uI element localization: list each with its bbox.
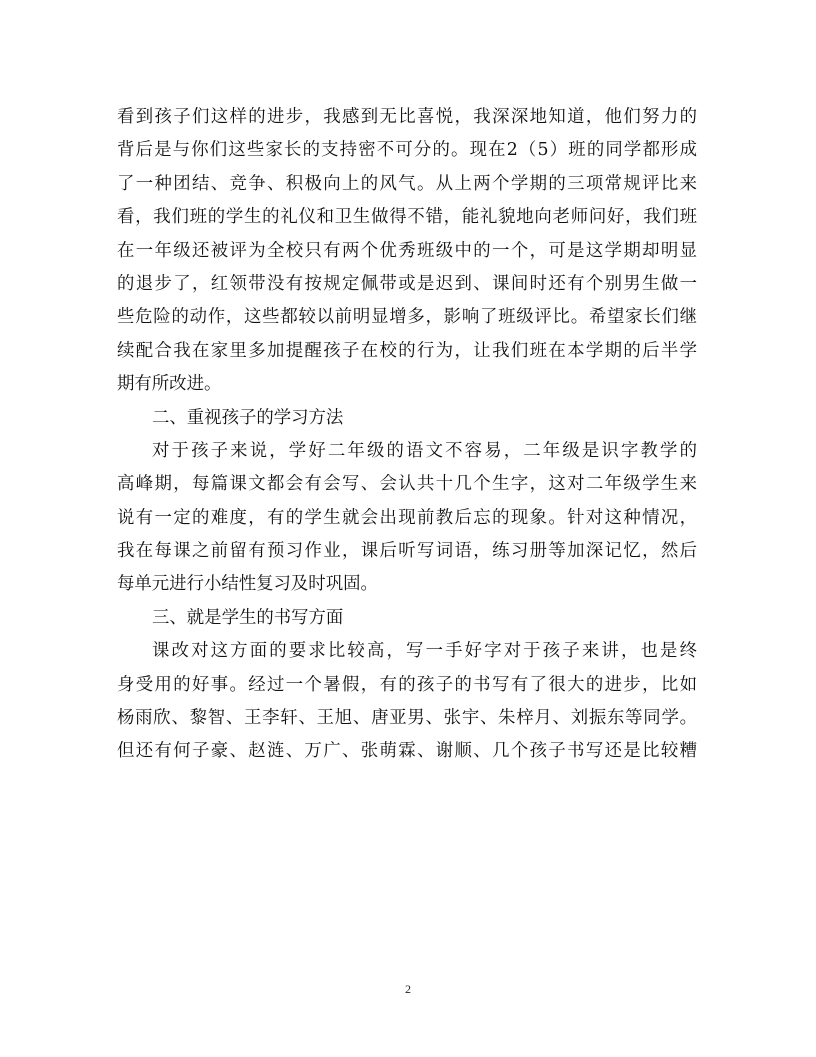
paragraph-line: 看，我们班的学生的礼仪和卫生做得不错，能礼貌地向老师问好，我们班 [117,207,697,228]
paragraph-line: 我在每课之前留有预习作业，课后听写词语，练习册等加深记忆，然后 [117,541,697,562]
paragraph-line: 课改对这方面的要求比较高，写一手好字对于孩子来讲，也是终 [152,641,697,662]
section-heading: 三、就是学生的书写方面 [152,607,344,628]
paragraph-line: 续配合我在家里多加提醒孩子在校的行为，让我们班在本学期的后半学 [117,340,697,361]
paragraph-line: 但还有何子豪、赵涟、万广、张萌霖、谢顺、几个孩子书写还是比较糟 [117,741,697,762]
section-heading: 二、重视孩子的学习方法 [152,407,344,428]
paragraph-line: 每单元进行小结性复习及时巩固。 [117,574,378,595]
paragraph-line: 背后是与你们这些家长的支持密不可分的。现在2（5）班的同学都形成 [117,140,697,161]
paragraph-line: 期有所改进。 [117,374,222,395]
paragraph-line: 杨雨欣、黎智、王李轩、王旭、唐亚男、张宇、朱梓月、刘振东等同学。 [117,708,697,729]
paragraph-line: 说有一定的难度，有的学生就会出现前教后忘的现象。针对这种情况， [117,507,697,528]
document-body [117,101,697,769]
paragraph-line: 看到孩子们这样的进步，我感到无比喜悦，我深深地知道，他们努力的 [117,107,697,127]
page-number: 2 [405,982,411,996]
paragraph-line: 了一种团结、竞争、积极向上的风气。从上两个学期的三项常规评比来 [117,173,697,194]
paragraph-line: 高峰期，每篇课文都会有会写、会认共十几个生字，这对二年级学生来 [117,474,697,495]
paragraph-line: 对于孩子来说，学好二年级的语文不容易，二年级是识字教学的 [152,440,697,461]
paragraph-line: 在一年级还被评为全校只有两个优秀班级中的一个，可是这学期却明显 [117,240,697,261]
paragraph-line: 些危险的动作，这些都较以前明显增多，影响了班级评比。希望家长们继 [117,307,697,328]
paragraph-line: 身受用的好事。经过一个暑假，有的孩子的书写有了很大的进步，比如 [117,674,697,695]
paragraph-line: 的退步了，红领带没有按规定佩带或是迟到、课间时还有个别男生做一 [117,273,697,294]
